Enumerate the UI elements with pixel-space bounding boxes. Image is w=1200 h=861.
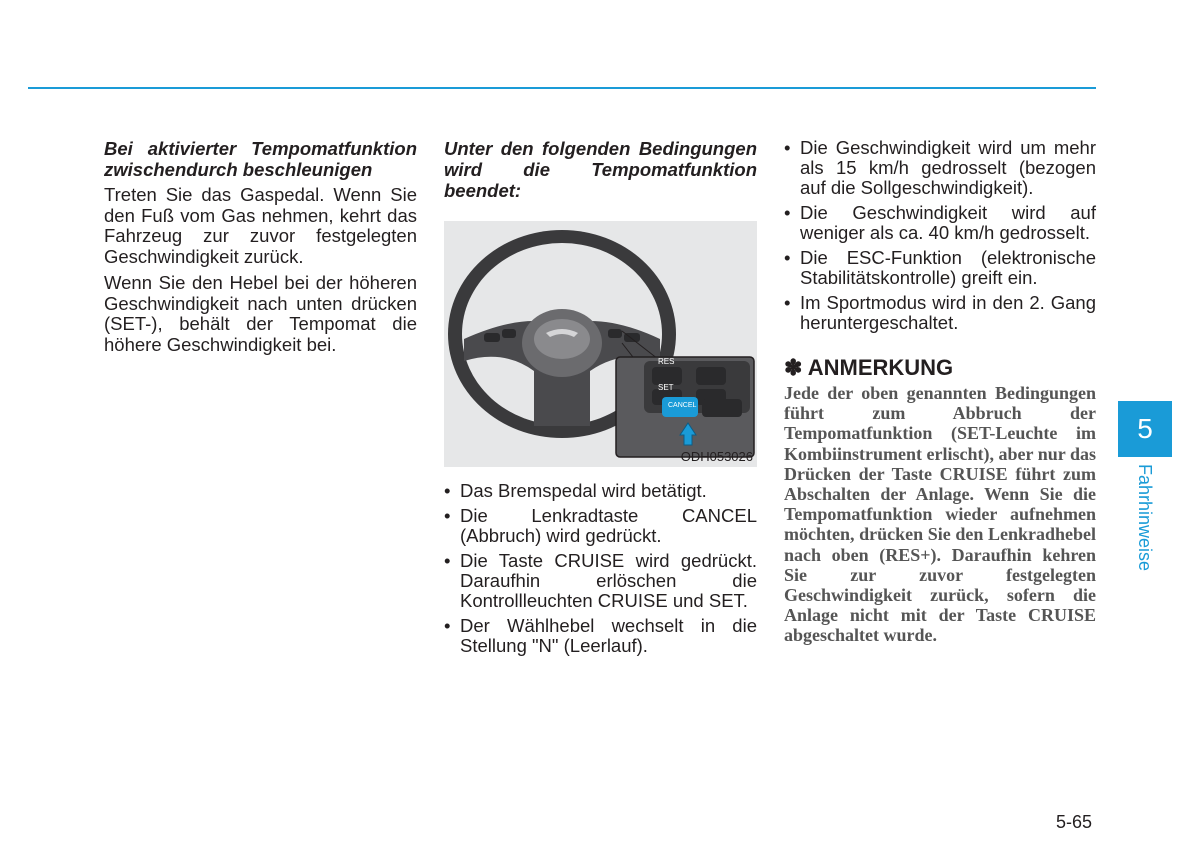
set-label: SET bbox=[658, 383, 674, 392]
termination-conditions-list bbox=[444, 481, 757, 656]
figure-code: ODH053026 bbox=[680, 449, 753, 464]
list-item: • Das Bremspedal wird betätigt. bbox=[444, 480, 707, 501]
termination-conditions-list-continued bbox=[784, 138, 1096, 333]
bullet-icon: • bbox=[784, 247, 791, 268]
column-middle bbox=[444, 138, 757, 661]
list-item: • Die Geschwindigkeit wird auf weniger als ca. 40 km/h gedrosselt. bbox=[784, 202, 1096, 243]
paragraph: Wenn Sie den Hebel bei der höheren Geschwindigkeit nach unten drücken (SET-), behält der Tempomat die höhere Geschwindigkeit bei. bbox=[104, 272, 417, 355]
list-item: • Die Lenkradtaste CANCEL (Abbruch) wird gedrückt. bbox=[444, 505, 757, 546]
bullet-icon: • bbox=[444, 615, 451, 636]
note-body: Jede der oben genannten Bedingungen führt zum Abbruch der Tempomatfunktion (SET-Leuchte im Kombiinstrument erlischt), aber nur das Drücken der Taste CRUISE führt zum Abschalten der Anlage. Wenn Sie die Tempomatfunktion wieder aufnehmen möchten, drücken Sie den Lenkradhebel nach oben (RES+). Daraufhin kehren Sie zur zuvor festgelegten Geschwindigkeit zurück, sofern die Anlage nicht mit der Taste CRUISE abgeschaltet wurde. bbox=[784, 383, 1096, 646]
column-left bbox=[104, 138, 417, 361]
paragraph: Treten Sie das Gaspedal. Wenn Sie den Fuß vom Gas nehmen, kehrt das Fahrzeug zur zuvor festgelegten Geschwindigkeit zurück. bbox=[104, 184, 417, 267]
section-heading-accelerate: Bei aktivierter Tempomatfunktion zwischendurch beschleunigen bbox=[104, 138, 417, 180]
bullet-icon: • bbox=[444, 550, 451, 571]
list-item: • Im Sportmodus wird in den 2. Gang heruntergeschaltet. bbox=[784, 292, 1096, 333]
res-label: RES bbox=[658, 357, 675, 366]
chapter-label-text: Fahrhinweise bbox=[1135, 464, 1155, 572]
note-title: ✽ ANMERKUNG bbox=[784, 355, 954, 380]
top-rule bbox=[28, 87, 1096, 89]
page-number: 5-65 bbox=[1056, 812, 1093, 832]
chapter-number-tab: 5 bbox=[1118, 401, 1172, 457]
bullet-icon: • bbox=[784, 137, 791, 158]
list-item: • Die Geschwindigkeit wird um mehr als 15 km/h gedrosselt (bezogen auf die Sollgeschwindigkeit). bbox=[784, 137, 1096, 198]
list-item: • Die ESC-Funktion (elektronische Stabilitätskontrolle) greift ein. bbox=[784, 247, 1096, 288]
bullet-icon: • bbox=[784, 202, 791, 223]
steering-wheel-figure bbox=[444, 221, 757, 467]
list-item: • Die Taste CRUISE wird gedrückt. Daraufhin erlöschen die Kontrollleuchten CRUISE und SET. bbox=[444, 550, 757, 611]
column-right bbox=[784, 138, 1096, 646]
bullet-icon: • bbox=[784, 292, 791, 313]
cancel-label: CANCEL bbox=[668, 402, 697, 409]
list-item: • Der Wählhebel wechselt in die Stellung "N" (Leerlauf). bbox=[444, 615, 757, 656]
steering-wheel-illustration bbox=[444, 221, 757, 467]
bullet-icon: • bbox=[444, 480, 451, 501]
section-heading-conditions: Unter den folgenden Bedingungen wird die Tempomatfunktion beendet: bbox=[444, 138, 757, 201]
bullet-icon: • bbox=[444, 505, 451, 526]
